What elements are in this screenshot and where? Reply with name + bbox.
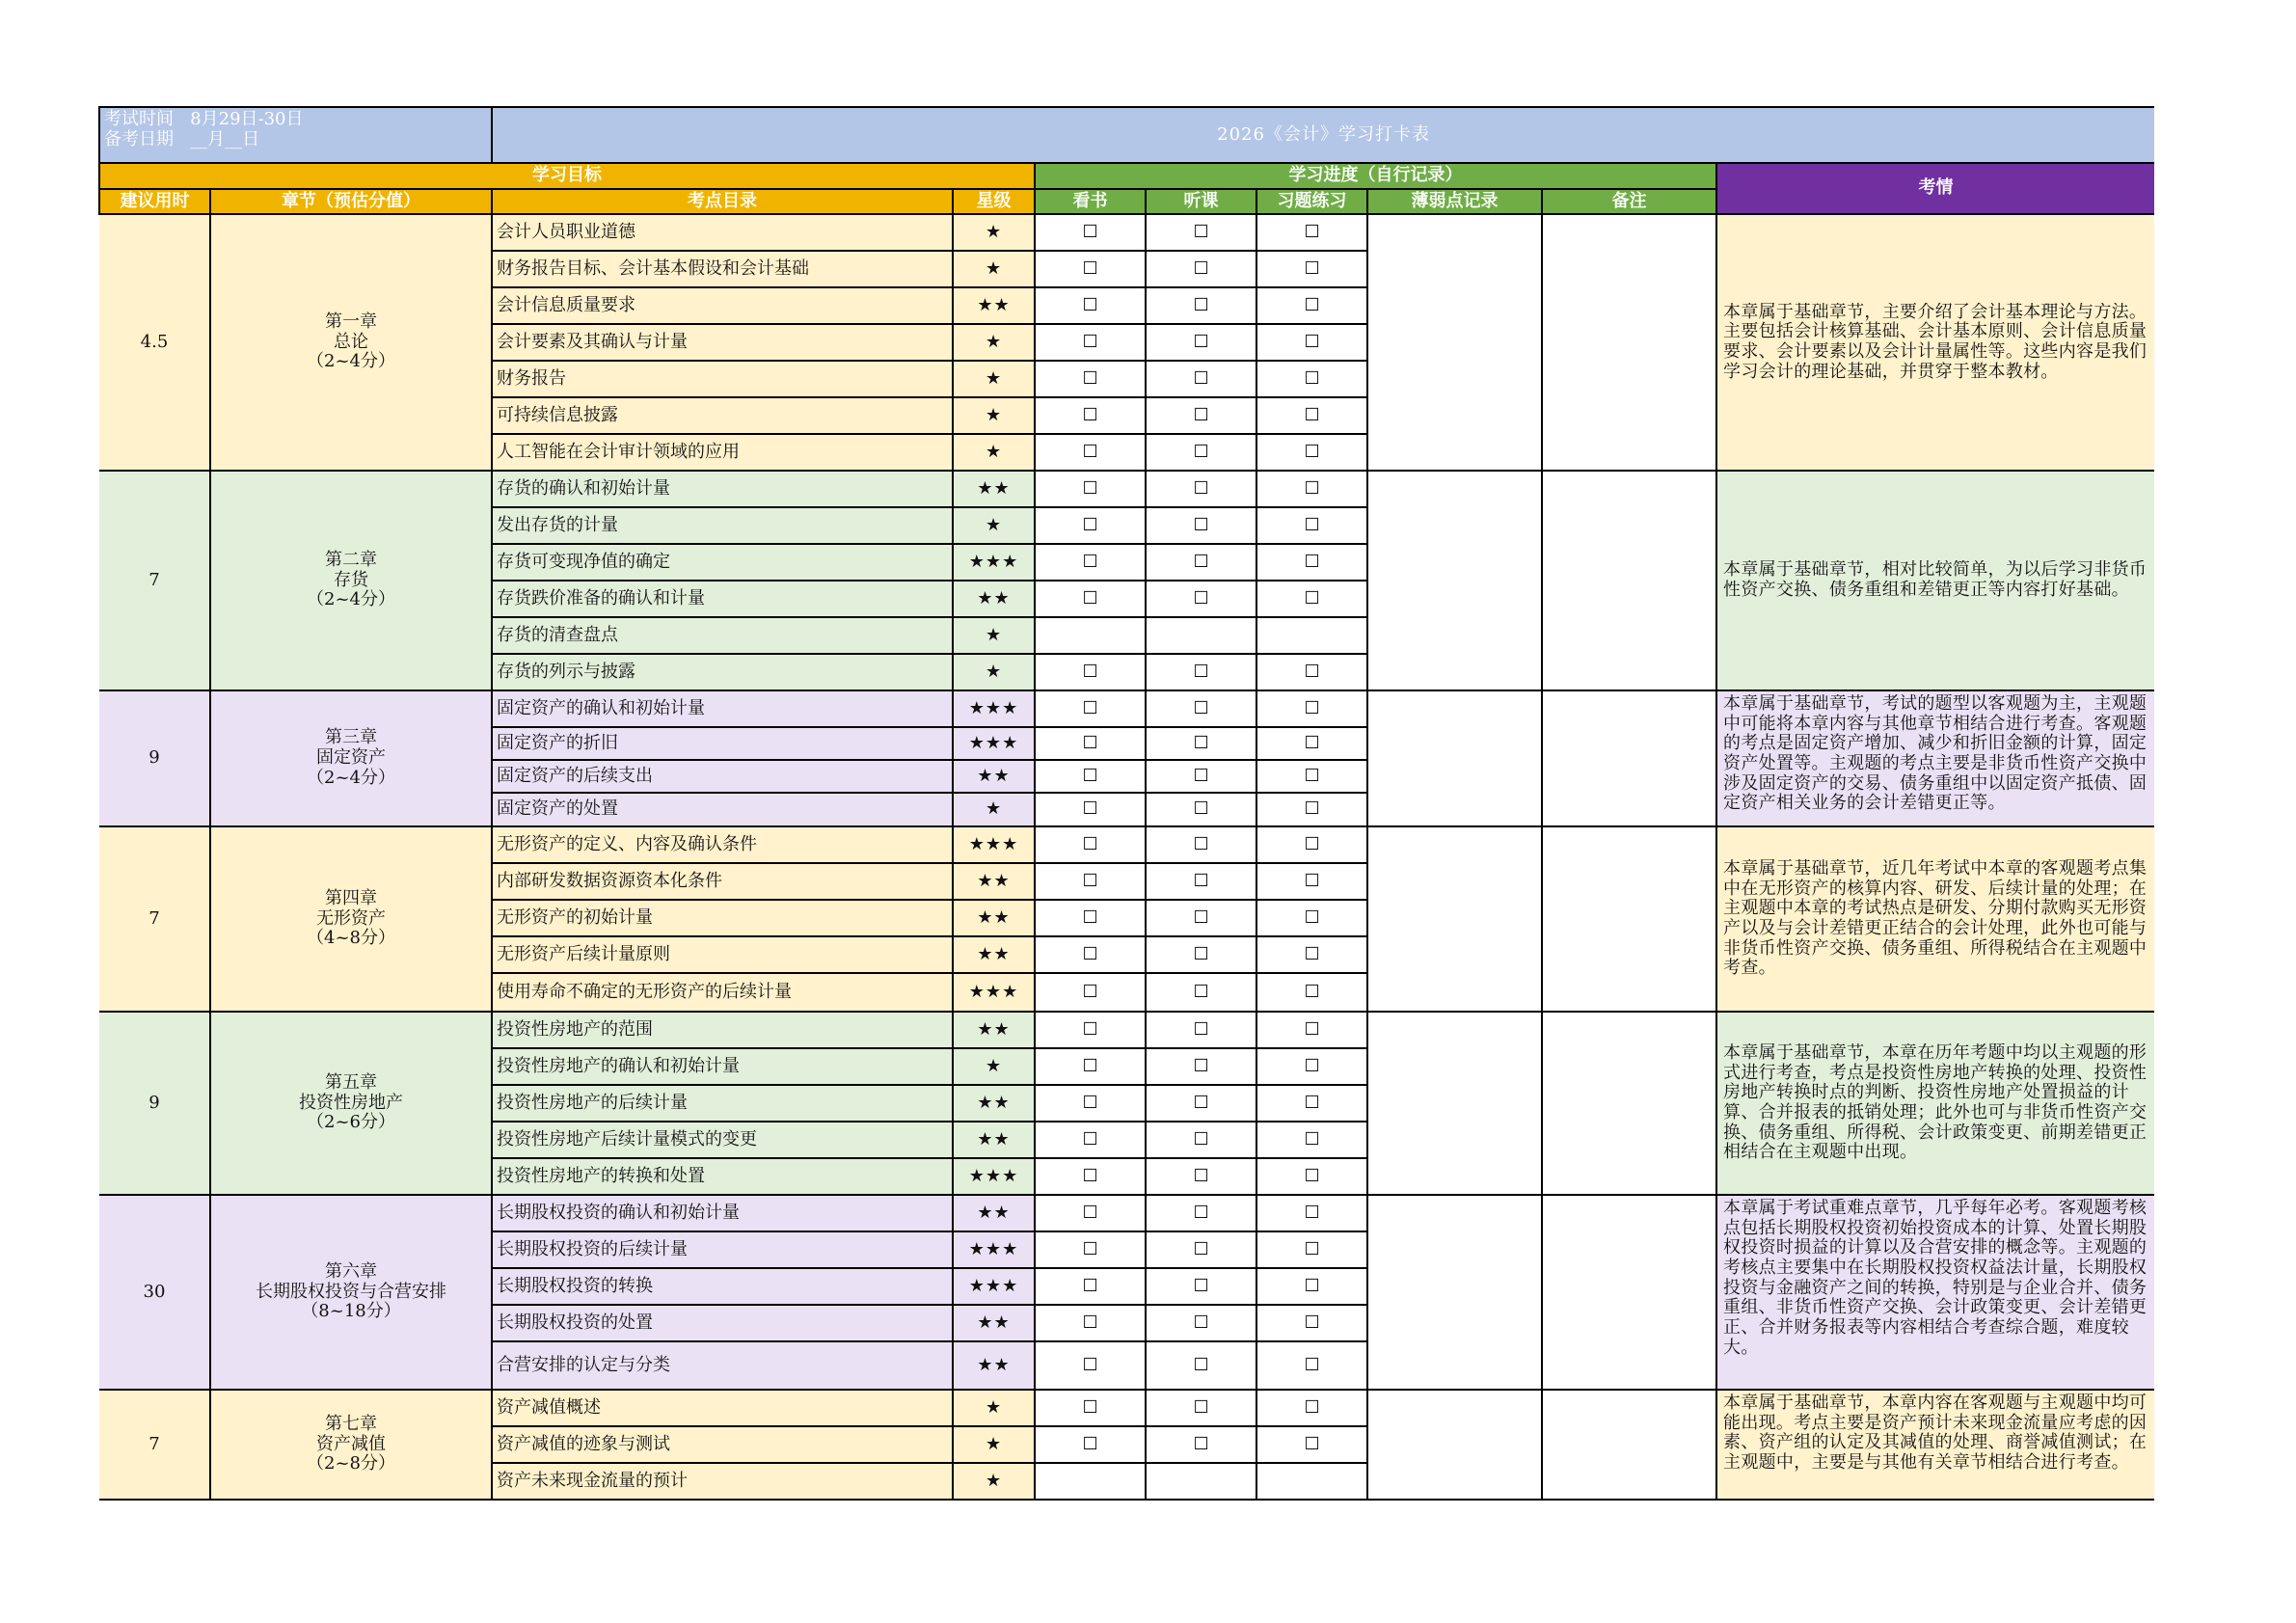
topic-name: 无形资产后续计量原则 <box>492 936 953 973</box>
checkbox-listen[interactable]: ☐ <box>1146 1085 1256 1122</box>
checkbox-practice[interactable]: ☐ <box>1256 863 1367 900</box>
checkbox-practice[interactable]: ☐ <box>1256 507 1367 544</box>
checkbox-listen[interactable] <box>1146 617 1256 654</box>
notes-cell[interactable] <box>1542 1390 1716 1500</box>
chapter-title: 存货 <box>334 569 368 590</box>
checkbox-practice[interactable]: ☐ <box>1256 324 1367 361</box>
checkbox-practice[interactable]: ☐ <box>1256 1426 1367 1463</box>
checkbox-listen[interactable]: ☐ <box>1146 1390 1256 1426</box>
checkbox-read[interactable]: ☐ <box>1035 1426 1146 1463</box>
checkbox-practice[interactable]: ☐ <box>1256 1268 1367 1305</box>
exam-info-text: 本章属于考试重难点章节，几乎每年必考。客观题考核点包括长期股权投资初始投资成本的计算、处置长期股权投资时损益的计算以及合营安排的概念等。主观题的考核点主要集中在长期股权投资权益法计量，长期股权投资与金融资产之间的转换，特别是与企业合并、债务重组、非货币性资产交换、会计政策变更、会计差错更正、合并财务报表等内容相结合考查综合题，难度较大。 <box>1723 1199 2147 1358</box>
star-rating: ★ <box>953 214 1035 251</box>
topic-name: 长期股权投资的处置 <box>492 1305 953 1341</box>
col-header-hours: 建议用时 <box>99 189 210 214</box>
chapter-name: 第三章 <box>325 727 377 748</box>
checkbox-listen[interactable]: ☐ <box>1146 1048 1256 1085</box>
checkbox-practice[interactable]: ☐ <box>1256 654 1367 690</box>
checkbox-listen[interactable]: ☐ <box>1146 361 1256 397</box>
chapter-name: 第五章 <box>325 1071 377 1093</box>
checkbox-listen[interactable]: ☐ <box>1146 1195 1256 1231</box>
topic-name: 无形资产的定义、内容及确认条件 <box>492 826 953 863</box>
topic-row <box>99 1390 2154 1426</box>
topic-name: 存货可变现净值的确定 <box>492 544 953 581</box>
chapter-score: （2~6分） <box>307 1112 395 1133</box>
chapter-name: 第六章 <box>325 1260 377 1282</box>
weak-points-cell[interactable] <box>1367 690 1542 826</box>
topic-name: 固定资产的后续支出 <box>492 760 953 793</box>
chapter-cell <box>210 471 492 690</box>
checkbox-practice[interactable]: ☐ <box>1256 434 1367 471</box>
checkbox-listen[interactable]: ☐ <box>1146 397 1256 434</box>
topic-name: 资产减值的迹象与测试 <box>492 1426 953 1463</box>
chapter-name: 第四章 <box>325 887 377 908</box>
col-header-notes: 备注 <box>1542 189 1716 214</box>
topic-name: 发出存货的计量 <box>492 507 953 544</box>
star-rating: ★★ <box>953 760 1035 793</box>
chapter-name: 第二章 <box>325 549 377 570</box>
checkbox-read[interactable]: ☐ <box>1035 1122 1146 1158</box>
checkbox-read[interactable] <box>1035 1463 1146 1500</box>
checkbox-read[interactable]: ☐ <box>1035 826 1146 863</box>
topic-row <box>99 826 2154 863</box>
topic-name: 财务报告 <box>492 361 953 397</box>
checkbox-practice[interactable]: ☐ <box>1256 1390 1367 1426</box>
topic-name: 使用寿命不确定的无形资产的后续计量 <box>492 973 953 1012</box>
topic-name: 投资性房地产的确认和初始计量 <box>492 1048 953 1085</box>
checkbox-listen[interactable]: ☐ <box>1146 936 1256 973</box>
star-rating: ★ <box>953 1426 1035 1463</box>
exam-time-line <box>104 110 487 130</box>
weak-points-cell[interactable] <box>1367 471 1542 690</box>
star-rating: ★★★ <box>953 690 1035 727</box>
topic-name: 会计要素及其确认与计量 <box>492 324 953 361</box>
chapter-name: 第一章 <box>325 311 377 332</box>
star-rating: ★ <box>953 654 1035 690</box>
checkbox-read[interactable]: ☐ <box>1035 936 1146 973</box>
topic-name: 固定资产的处置 <box>492 793 953 826</box>
star-rating: ★ <box>953 324 1035 361</box>
chapter-cell <box>210 1195 492 1390</box>
checkbox-read[interactable]: ☐ <box>1035 471 1146 507</box>
checkbox-practice[interactable]: ☐ <box>1256 544 1367 581</box>
prep-date-line <box>104 130 487 150</box>
checkbox-read[interactable]: ☐ <box>1035 1085 1146 1122</box>
topic-name: 内部研发数据资源资本化条件 <box>492 863 953 900</box>
checkbox-listen[interactable]: ☐ <box>1146 1158 1256 1195</box>
exam-info-text: 本章属于基础章节，主要介绍了会计基本理论与方法。主要包括会计核算基础、会计基本原则、会计信息质量要求、会计要素以及会计计量属性等。这些内容是我们学习会计的理论基础，并贯穿于整本教材。 <box>1723 302 2147 382</box>
checkbox-practice[interactable]: ☐ <box>1256 900 1367 936</box>
exam-info-text: 本章属于基础章节，考试的题型以客观题为主，主观题中可能将本章内容与其他章节相结合进行考查。客观题的考点是固定资产增加、减少和折旧金额的计算，固定资产处置等。主观题的考点主要是非货币性资产交换中涉及固定资产的交易、债务重组中以固定资产抵债、固定资产相关业务的会计差错更正等。 <box>1723 694 2147 814</box>
topic-name: 存货的列示与披露 <box>492 654 953 690</box>
checkbox-read[interactable]: ☐ <box>1035 324 1146 361</box>
topic-name: 财务报告目标、会计基本假设和会计基础 <box>492 251 953 287</box>
checkbox-listen[interactable]: ☐ <box>1146 507 1256 544</box>
weak-points-cell[interactable] <box>1367 1390 1542 1500</box>
checkbox-read[interactable] <box>1035 617 1146 654</box>
chapter-title: 投资性房地产 <box>299 1092 403 1113</box>
chapter-cell <box>210 690 492 826</box>
weak-points-cell[interactable] <box>1367 826 1542 1012</box>
checkbox-listen[interactable]: ☐ <box>1146 1268 1256 1305</box>
checkbox-read[interactable]: ☐ <box>1035 727 1146 760</box>
checkbox-practice[interactable]: ☐ <box>1256 973 1367 1012</box>
star-rating: ★ <box>953 434 1035 471</box>
checkbox-read[interactable]: ☐ <box>1035 900 1146 936</box>
star-rating: ★★★ <box>953 1231 1035 1268</box>
exam-info-cell <box>1716 1012 2154 1195</box>
topic-name: 长期股权投资的确认和初始计量 <box>492 1195 953 1231</box>
exam-info-cell <box>99 107 492 163</box>
chapter-hours: 9 <box>99 1012 210 1195</box>
checkbox-listen[interactable]: ☐ <box>1146 863 1256 900</box>
checkbox-read[interactable]: ☐ <box>1035 544 1146 581</box>
col-header-read: 看书 <box>1035 189 1146 214</box>
checkbox-listen[interactable]: ☐ <box>1146 760 1256 793</box>
topic-name: 会计人员职业道德 <box>492 214 953 251</box>
topic-name: 长期股权投资的转换 <box>492 1268 953 1305</box>
chapter-cell <box>210 214 492 471</box>
col-header-listen: 听课 <box>1146 189 1256 214</box>
topic-name: 可持续信息披露 <box>492 397 953 434</box>
chapter-cell <box>210 826 492 1012</box>
chapter-name: 第七章 <box>325 1413 377 1434</box>
chapter-score: （2~8分） <box>307 1453 395 1474</box>
checkbox-read[interactable]: ☐ <box>1035 397 1146 434</box>
checkbox-practice[interactable]: ☐ <box>1256 690 1367 727</box>
chapter-score: （2~4分） <box>307 767 395 788</box>
star-rating: ★ <box>953 617 1035 654</box>
exam-info-cell <box>1716 690 2154 826</box>
star-rating: ★ <box>953 251 1035 287</box>
checkbox-practice[interactable]: ☐ <box>1256 214 1367 251</box>
sheet-table <box>98 106 2154 1501</box>
topic-row <box>99 214 2154 251</box>
checkbox-practice[interactable]: ☐ <box>1256 1305 1367 1341</box>
checkbox-read[interactable]: ☐ <box>1035 863 1146 900</box>
checkbox-listen[interactable]: ☐ <box>1146 690 1256 727</box>
exam-info-text: 本章属于基础章节，本章在历年考题中均以主观题的形式进行考查，考点是投资性房地产转换的处理、投资性房地产转换时点的判断、投资性房地产处置损益的计算、合并报表的抵销处理；此外也可与非货币性资产交换、债务重组、所得税、会计政策变更、前期差错更正相结合在主观题中出现。 <box>1723 1042 2147 1163</box>
checkbox-practice[interactable]: ☐ <box>1256 793 1367 826</box>
star-rating: ★★ <box>953 1085 1035 1122</box>
checkbox-listen[interactable]: ☐ <box>1146 826 1256 863</box>
checkbox-read[interactable]: ☐ <box>1035 214 1146 251</box>
topic-name: 投资性房地产的范围 <box>492 1012 953 1048</box>
chapter-score: （2~4分） <box>307 351 395 372</box>
checkbox-practice[interactable]: ☐ <box>1256 760 1367 793</box>
checkbox-read[interactable]: ☐ <box>1035 1268 1146 1305</box>
topic-name: 长期股权投资的后续计量 <box>492 1231 953 1268</box>
chapter-hours: 7 <box>99 1390 210 1500</box>
exam-info-cell <box>1716 1390 2154 1500</box>
checkbox-read[interactable]: ☐ <box>1035 434 1146 471</box>
study-checkin-sheet <box>98 106 2154 1501</box>
star-rating: ★★ <box>953 581 1035 617</box>
checkbox-read[interactable]: ☐ <box>1035 1305 1146 1341</box>
chapter-title: 资产减值 <box>316 1433 386 1454</box>
star-rating: ★★ <box>953 1195 1035 1231</box>
chapter-hours: 9 <box>99 690 210 826</box>
checkbox-listen[interactable]: ☐ <box>1146 434 1256 471</box>
checkbox-listen[interactable]: ☐ <box>1146 581 1256 617</box>
chapter-score: （2~4分） <box>307 589 395 610</box>
star-rating: ★★ <box>953 863 1035 900</box>
topic-name: 人工智能在会计审计领域的应用 <box>492 434 953 471</box>
checkbox-listen[interactable]: ☐ <box>1146 793 1256 826</box>
checkbox-practice[interactable]: ☐ <box>1256 287 1367 324</box>
checkbox-read[interactable]: ☐ <box>1035 581 1146 617</box>
weak-points-cell[interactable] <box>1367 1195 1542 1390</box>
chapter-title: 无形资产 <box>316 907 386 929</box>
checkbox-practice[interactable]: ☐ <box>1256 727 1367 760</box>
exam-time-value[interactable]: 8月29日-30日 <box>190 109 304 129</box>
checkbox-read[interactable]: ☐ <box>1035 1231 1146 1268</box>
star-rating: ★★ <box>953 287 1035 324</box>
star-rating: ★ <box>953 361 1035 397</box>
exam-info-text: 本章属于基础章节，相对比较简单，为以后学习非货币性资产交换、债务重组和差错更正等内容打好基础。 <box>1723 560 2147 600</box>
checkbox-read[interactable]: ☐ <box>1035 1158 1146 1195</box>
exam-info-cell <box>1716 1195 2154 1390</box>
checkbox-read[interactable]: ☐ <box>1035 973 1146 1012</box>
topic-row <box>99 1195 2154 1231</box>
checkbox-listen[interactable]: ☐ <box>1146 471 1256 507</box>
checkbox-listen[interactable]: ☐ <box>1146 654 1256 690</box>
checkbox-listen[interactable]: ☐ <box>1146 544 1256 581</box>
topic-name: 投资性房地产的后续计量 <box>492 1085 953 1122</box>
checkbox-listen[interactable]: ☐ <box>1146 1122 1256 1158</box>
chapter-hours: 4.5 <box>99 214 210 471</box>
exam-info-text: 本章属于基础章节，近几年考试中本章的客观题考点集中在无形资产的核算内容、研发、后续计量的处理；在主观题中本章的考试热点是研发、分期付款购买无形资产以及与会计差错更正结合的会计处理，此外也可能与非货币性资产交换、债务重组、所得税结合在主观题中考查。 <box>1723 858 2147 979</box>
exam-info-cell <box>1716 471 2154 690</box>
exam-info-text: 本章属于基础章节，本章内容在客观题与主观题中均可能出现。考点主要是资产预计未来现金流量应考虑的因素、资产组的认定及其减值的处理、商誉减值测试；在主观题中，主要是与其他有关章节相结合进行考查。 <box>1723 1393 2147 1474</box>
topic-row <box>99 1012 2154 1048</box>
checkbox-practice[interactable]: ☐ <box>1256 826 1367 863</box>
chapter-title: 长期股权投资与合营安排 <box>256 1281 446 1302</box>
weak-points-cell[interactable] <box>1367 1012 1542 1195</box>
star-rating: ★★ <box>953 900 1035 936</box>
checkbox-listen[interactable]: ☐ <box>1146 1426 1256 1463</box>
star-rating: ★★ <box>953 1341 1035 1390</box>
star-rating: ★ <box>953 507 1035 544</box>
checkbox-listen[interactable]: ☐ <box>1146 1305 1256 1341</box>
checkbox-listen[interactable]: ☐ <box>1146 251 1256 287</box>
exam-info-cell <box>1716 214 2154 471</box>
checkbox-practice[interactable] <box>1256 617 1367 654</box>
topic-name: 合营安排的认定与分类 <box>492 1341 953 1390</box>
checkbox-practice[interactable]: ☐ <box>1256 1122 1367 1158</box>
chapter-cell <box>210 1012 492 1195</box>
chapter-score: （8~18分） <box>301 1301 401 1322</box>
notes-cell[interactable] <box>1542 471 1716 690</box>
checkbox-practice[interactable]: ☐ <box>1256 251 1367 287</box>
star-rating: ★★ <box>953 1305 1035 1341</box>
col-header-topics: 考点目录 <box>492 189 953 214</box>
checkbox-practice[interactable]: ☐ <box>1256 1085 1367 1122</box>
checkbox-practice[interactable]: ☐ <box>1256 471 1367 507</box>
checkbox-practice[interactable]: ☐ <box>1256 1158 1367 1195</box>
checkbox-practice[interactable]: ☐ <box>1256 581 1367 617</box>
topic-name: 存货跌价准备的确认和计量 <box>492 581 953 617</box>
checkbox-read[interactable]: ☐ <box>1035 760 1146 793</box>
notes-cell[interactable] <box>1542 1195 1716 1390</box>
star-rating: ★★★ <box>953 973 1035 1012</box>
prep-date-value[interactable]: __月__日 <box>190 128 260 149</box>
checkbox-read[interactable]: ☐ <box>1035 654 1146 690</box>
topic-name: 会计信息质量要求 <box>492 287 953 324</box>
checkbox-listen[interactable]: ☐ <box>1146 1341 1256 1390</box>
star-rating: ★ <box>953 397 1035 434</box>
checkbox-practice[interactable]: ☐ <box>1256 1341 1367 1390</box>
checkbox-practice[interactable]: ☐ <box>1256 361 1367 397</box>
star-rating: ★★ <box>953 471 1035 507</box>
checkbox-practice[interactable]: ☐ <box>1256 1195 1367 1231</box>
exam-info-cell <box>1716 826 2154 1012</box>
topic-name: 存货的清查盘点 <box>492 617 953 654</box>
checkbox-listen[interactable]: ☐ <box>1146 287 1256 324</box>
notes-cell[interactable] <box>1542 1012 1716 1195</box>
star-rating: ★★★ <box>953 544 1035 581</box>
checkbox-read[interactable]: ☐ <box>1035 1390 1146 1426</box>
star-rating: ★★★ <box>953 727 1035 760</box>
star-rating: ★★★ <box>953 1268 1035 1305</box>
star-rating: ★★★ <box>953 826 1035 863</box>
chapter-cell <box>210 1390 492 1500</box>
checkbox-practice[interactable]: ☐ <box>1256 397 1367 434</box>
checkbox-listen[interactable] <box>1146 1463 1256 1500</box>
star-rating: ★★ <box>953 1122 1035 1158</box>
topic-name: 投资性房地产后续计量模式的变更 <box>492 1122 953 1158</box>
checkbox-read[interactable]: ☐ <box>1035 251 1146 287</box>
checkbox-read[interactable]: ☐ <box>1035 1341 1146 1390</box>
checkbox-practice[interactable]: ☐ <box>1256 936 1367 973</box>
checkbox-listen[interactable]: ☐ <box>1146 1012 1256 1048</box>
topic-name: 无形资产的初始计量 <box>492 900 953 936</box>
checkbox-read[interactable]: ☐ <box>1035 1012 1146 1048</box>
group-header-study-goal: 学习目标 <box>99 163 1035 189</box>
weak-points-cell[interactable] <box>1367 214 1542 471</box>
col-header-chapter: 章节（预估分值） <box>210 189 492 214</box>
topic-name: 资产未来现金流量的预计 <box>492 1463 953 1500</box>
group-header-exam-info: 考情 <box>1716 163 2154 214</box>
group-header-progress: 学习进度（自行记录） <box>1035 163 1716 189</box>
star-rating: ★ <box>953 1048 1035 1085</box>
exam-time-label: 考试时间 <box>104 109 174 129</box>
topic-name: 投资性房地产的转换和处置 <box>492 1158 953 1195</box>
checkbox-read[interactable]: ☐ <box>1035 1048 1146 1085</box>
chapter-hours: 7 <box>99 826 210 1012</box>
prep-date-label: 备考日期 <box>104 128 174 149</box>
checkbox-read[interactable]: ☐ <box>1035 690 1146 727</box>
chapter-hours: 7 <box>99 471 210 690</box>
star-rating: ★ <box>953 793 1035 826</box>
star-rating: ★★ <box>953 936 1035 973</box>
star-rating: ★ <box>953 1463 1035 1500</box>
col-header-practice: 习题练习 <box>1256 189 1367 214</box>
checkbox-read[interactable]: ☐ <box>1035 507 1146 544</box>
notes-cell[interactable] <box>1542 826 1716 1012</box>
checkbox-practice[interactable]: ☐ <box>1256 1048 1367 1085</box>
star-rating: ★★ <box>953 1012 1035 1048</box>
checkbox-practice[interactable]: ☐ <box>1256 1012 1367 1048</box>
topic-row <box>99 471 2154 507</box>
checkbox-listen[interactable]: ☐ <box>1146 1231 1256 1268</box>
checkbox-read[interactable]: ☐ <box>1035 793 1146 826</box>
sheet-title: 2026《会计》学习打卡表 <box>492 107 2154 163</box>
checkbox-listen[interactable]: ☐ <box>1146 214 1256 251</box>
topic-row <box>99 690 2154 727</box>
chapter-score: （4~8分） <box>307 928 395 949</box>
checkbox-practice[interactable] <box>1256 1463 1367 1500</box>
topic-name: 固定资产的确认和初始计量 <box>492 690 953 727</box>
notes-cell[interactable] <box>1542 690 1716 826</box>
checkbox-read[interactable]: ☐ <box>1035 287 1146 324</box>
col-header-stars: 星级 <box>953 189 1035 214</box>
chapter-hours: 30 <box>99 1195 210 1390</box>
col-header-weak: 薄弱点记录 <box>1367 189 1542 214</box>
checkbox-listen[interactable]: ☐ <box>1146 324 1256 361</box>
topic-name: 固定资产的折旧 <box>492 727 953 760</box>
star-rating: ★ <box>953 1390 1035 1426</box>
topic-name: 存货的确认和初始计量 <box>492 471 953 507</box>
chapter-title: 总论 <box>334 331 368 352</box>
notes-cell[interactable] <box>1542 214 1716 471</box>
checkbox-practice[interactable]: ☐ <box>1256 1231 1367 1268</box>
checkbox-listen[interactable]: ☐ <box>1146 727 1256 760</box>
checkbox-read[interactable]: ☐ <box>1035 361 1146 397</box>
checkbox-listen[interactable]: ☐ <box>1146 900 1256 936</box>
checkbox-listen[interactable]: ☐ <box>1146 973 1256 1012</box>
checkbox-read[interactable]: ☐ <box>1035 1195 1146 1231</box>
chapter-title: 固定资产 <box>316 747 386 769</box>
star-rating: ★★★ <box>953 1158 1035 1195</box>
topic-name: 资产减值概述 <box>492 1390 953 1426</box>
